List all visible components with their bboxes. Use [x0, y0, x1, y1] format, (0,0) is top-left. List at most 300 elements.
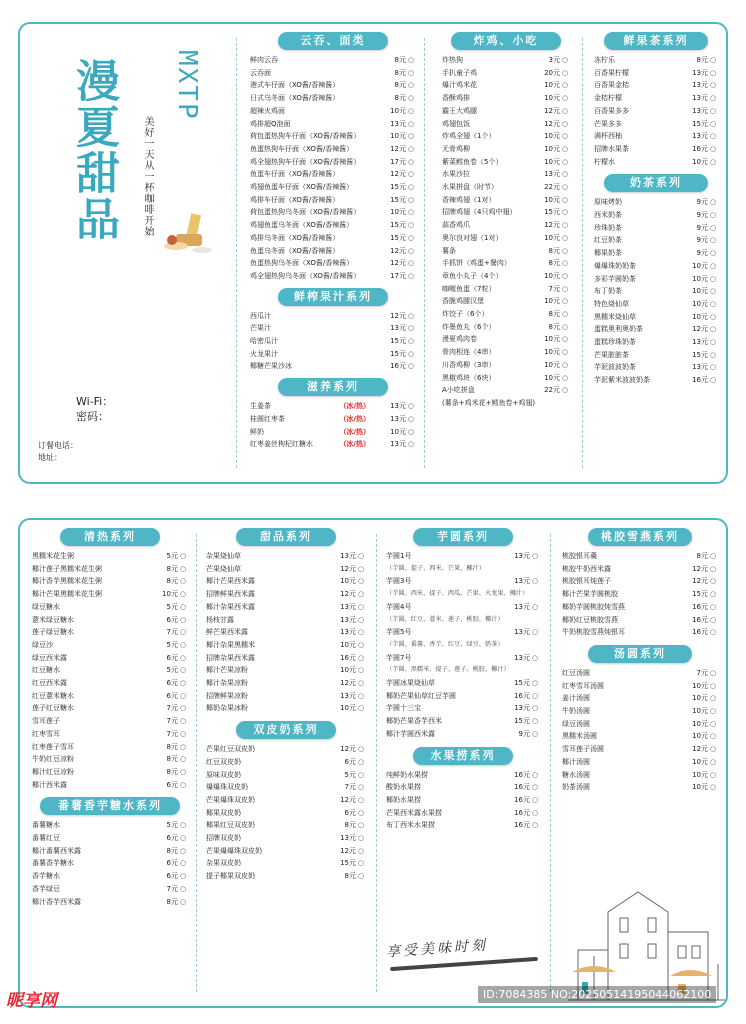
item-price: 10元	[544, 373, 560, 382]
menu-item	[562, 575, 718, 588]
item-price: 12元	[340, 679, 356, 688]
menu-item	[206, 756, 366, 769]
item-name: 百香果金桔	[594, 81, 629, 90]
item-name: 原味双皮奶	[206, 770, 241, 779]
item-price: 13元	[514, 628, 530, 637]
order-info	[38, 440, 78, 464]
menu-item	[250, 257, 416, 270]
item-name: 牛奶红豆凉粉	[32, 755, 74, 764]
item-price: 12元	[340, 564, 356, 573]
menu-item	[206, 639, 366, 652]
order-checkbox: ○	[531, 628, 539, 637]
item-name: 荷包蛋热狗车仔面（XO酱/香辣酱）	[250, 132, 361, 141]
menu-item	[594, 118, 718, 131]
item-name: 酸奶水果捞	[386, 783, 421, 792]
order-checkbox: ○	[179, 691, 187, 700]
item-price: 8元	[548, 310, 560, 319]
section-title: 炸鸡、小吃	[451, 32, 561, 50]
menu-item	[250, 79, 416, 92]
menu-item	[442, 118, 570, 131]
item-price: 8元	[166, 564, 178, 573]
item-price: 6元	[166, 859, 178, 868]
item-price: 15元	[544, 208, 560, 217]
order-checkbox: ○	[531, 653, 539, 662]
item-price: 7元	[548, 284, 560, 293]
item-name: 椰汁莲子黑糯米花生粥	[32, 564, 102, 573]
order-checkbox: ○	[179, 704, 187, 713]
order-checkbox: ○	[531, 821, 539, 830]
order-checkbox: ○	[709, 552, 717, 560]
section-title: 芋圆系列	[413, 528, 513, 546]
item-name: 椰奶水果捞	[386, 795, 421, 804]
order-checkbox: ○	[179, 780, 187, 789]
menu-item	[562, 667, 718, 680]
item-name: 芒果多多	[594, 119, 622, 128]
menu-item	[386, 652, 540, 665]
item-name: 冻柠乐	[594, 56, 615, 64]
item-description: （芋圆、红豆、薏米、莲子、桃胶、椰汁）	[386, 615, 504, 623]
item-name: 西瓜汁	[250, 311, 271, 320]
item-price: 10元	[544, 94, 560, 103]
item-price: 10元	[692, 274, 708, 283]
order-checkbox: ○	[709, 157, 717, 166]
item-price: 13元	[692, 81, 708, 90]
item-list	[206, 550, 366, 715]
order-checkbox: ○	[179, 564, 187, 573]
item-list	[442, 54, 570, 397]
item-price: 13元	[514, 653, 530, 662]
order-checkbox: ○	[407, 119, 415, 128]
item-name: 鸡翅包饭	[442, 119, 470, 128]
item-list	[250, 54, 416, 283]
item-name: 椰奶芒果香芋西米	[386, 717, 442, 726]
order-checkbox: ○	[709, 350, 717, 359]
item-list	[562, 550, 718, 639]
order-checkbox: ○	[709, 132, 717, 141]
menu-item	[250, 168, 416, 181]
item-price: 15元	[390, 349, 406, 358]
order-checkbox: ○	[407, 56, 415, 64]
menu-item	[442, 295, 570, 308]
order-checkbox: ○	[709, 363, 717, 372]
item-price: 7元	[166, 717, 178, 726]
item-price: 13元	[340, 602, 356, 611]
order-checkbox: ○	[709, 312, 717, 321]
item-name: 芋圆1号	[386, 552, 412, 560]
item-name: 黑糯米汤圆	[562, 732, 597, 741]
menu-item	[32, 652, 188, 665]
menu-item	[250, 400, 416, 413]
order-checkbox: ○	[709, 783, 717, 792]
item-name: 荷包蛋热狗乌冬面（XO酱/香辣酱）	[250, 208, 361, 217]
order-checkbox: ○	[407, 106, 415, 115]
item-price: 12元	[340, 795, 356, 804]
item-price: 10元	[692, 770, 708, 779]
menu-item	[594, 336, 718, 349]
order-checkbox: ○	[357, 653, 365, 662]
menu-item	[442, 67, 570, 80]
order-checkbox: ○	[561, 373, 569, 382]
section-title: 汤圆系列	[588, 645, 692, 663]
item-price: 13元	[692, 132, 708, 141]
section-title: 奶茶系列	[604, 174, 708, 192]
item-name: 香芋绿豆	[32, 884, 60, 893]
menu-item	[206, 563, 366, 576]
menu-item	[250, 413, 416, 426]
order-checkbox: ○	[357, 859, 365, 868]
item-name: 桃胶银耳炖莲子	[562, 577, 611, 586]
item-name: 芒果汁	[250, 324, 271, 333]
order-checkbox: ○	[709, 577, 717, 586]
item-name: 绿豆汤圆	[562, 719, 590, 728]
item-name: 芋圆7号	[386, 653, 412, 662]
order-checkbox: ○	[561, 195, 569, 204]
item-list	[562, 667, 718, 794]
item-price: 8元	[394, 81, 406, 90]
item-temp-note: （冰/热）	[339, 440, 370, 449]
item-price: 13元	[514, 704, 530, 713]
section-title: 双皮奶系列	[236, 721, 336, 739]
menu-item	[386, 781, 540, 794]
item-price: 6元	[166, 872, 178, 881]
item-price: 15元	[692, 350, 708, 359]
menu-column	[386, 520, 540, 1006]
order-checkbox: ○	[407, 81, 415, 90]
order-checkbox: ○	[709, 745, 717, 754]
item-name: 日式乌冬面（XO酱/香辣酱）	[250, 94, 340, 103]
item-price: 6元	[166, 691, 178, 700]
order-checkbox: ○	[709, 681, 717, 690]
menu-item	[562, 588, 718, 601]
item-price: 16元	[692, 376, 708, 385]
item-price: 10元	[692, 299, 708, 308]
item-name: 红豆双皮奶	[206, 757, 241, 766]
item-name: 鱼蛋乌冬面（XO酱/香辣酱）	[250, 246, 340, 255]
order-checkbox: ○	[407, 362, 415, 371]
order-checkbox: ○	[407, 337, 415, 346]
menu-item	[206, 781, 366, 794]
item-price: 12元	[692, 577, 708, 586]
order-checkbox: ○	[179, 577, 187, 586]
item-price: 13元	[390, 414, 406, 423]
menu-item	[250, 232, 416, 245]
menu-item	[32, 845, 188, 858]
wifi-info	[76, 394, 113, 424]
item-name: 布丁奶茶	[594, 287, 622, 296]
menu-item	[386, 807, 540, 820]
item-price: 12元	[544, 106, 560, 115]
item-name: 鲜奶	[250, 427, 264, 436]
item-price: 5元	[166, 821, 178, 830]
item-name: 雪耳莲子汤圆	[562, 745, 604, 754]
item-price: 13元	[340, 552, 356, 560]
item-description: （芋圆、番薯、香芋、红豆、绿豆、奶茶）	[386, 640, 504, 648]
item-name: 百香果多多	[594, 106, 629, 115]
item-name: 纯鲜奶水果捞	[386, 770, 428, 779]
item-name: 芒果红豆双皮奶	[206, 745, 255, 754]
menu-item	[442, 194, 570, 207]
order-checkbox: ○	[531, 577, 539, 586]
order-checkbox: ○	[709, 94, 717, 103]
item-price: 8元	[166, 755, 178, 764]
menu-item	[250, 426, 416, 439]
menu-item	[32, 741, 188, 754]
menu-item	[250, 54, 416, 67]
item-name: 云吞面	[250, 68, 271, 77]
item-list	[594, 196, 718, 387]
item-price: 10元	[340, 577, 356, 586]
brand-name: 漫夏甜品	[68, 58, 119, 242]
item-name: 爆爆珠奶奶茶	[594, 261, 636, 270]
order-checkbox: ○	[709, 144, 717, 153]
item-name: 爆爆珠双皮奶	[206, 783, 248, 792]
item-name: 红枣雪耳	[32, 729, 60, 738]
menu-item	[562, 705, 718, 718]
item-price: 13元	[692, 338, 708, 347]
order-checkbox: ○	[561, 322, 569, 331]
menu-item	[250, 92, 416, 105]
menu-item	[250, 156, 416, 169]
order-checkbox: ○	[531, 770, 539, 779]
item-name: 芒果脏脏茶	[594, 350, 629, 359]
item-name: 鲜芒果西米露	[206, 628, 248, 637]
item-name: 鱼蛋热狗乌冬面（XO酱/香辣酱）	[250, 259, 354, 268]
order-checkbox: ○	[179, 884, 187, 893]
item-name: 蛋糕奥利奥奶茶	[594, 325, 643, 334]
item-price: 10元	[544, 144, 560, 153]
item-price: 16元	[514, 783, 530, 792]
menu-item	[594, 285, 718, 298]
item-price: 10元	[340, 704, 356, 713]
menu-item	[206, 652, 366, 665]
column-divider	[236, 38, 237, 468]
menu-item	[442, 219, 570, 232]
item-price: 8元	[166, 767, 178, 776]
item-price: 17元	[390, 157, 406, 166]
item-price: 10元	[544, 348, 560, 357]
item-price: 13元	[340, 615, 356, 624]
order-checkbox: ○	[709, 299, 717, 308]
menu-item	[32, 563, 188, 576]
column-divider	[376, 534, 377, 992]
menu-item	[442, 206, 570, 219]
order-checkbox: ○	[709, 602, 717, 611]
item-name: 章鱼小丸子（4个）	[442, 271, 503, 280]
menu-item	[206, 614, 366, 627]
order-checkbox: ○	[531, 808, 539, 817]
order-checkbox: ○	[561, 119, 569, 128]
order-checkbox: ○	[179, 602, 187, 611]
item-price: 10元	[692, 719, 708, 728]
item-name: 椰汁芒果黑糯米花生粥	[32, 590, 102, 599]
item-name: 红豆汤圆	[562, 668, 590, 677]
item-price: 16元	[692, 144, 708, 153]
item-name: 柠檬水	[594, 157, 615, 166]
item-name: 椰果双皮奶	[206, 808, 241, 817]
column-divider	[550, 534, 551, 992]
order-checkbox: ○	[179, 821, 187, 830]
item-name: 椰汁香芋西米露	[32, 897, 81, 906]
order-checkbox: ○	[407, 157, 415, 166]
menu-item	[594, 349, 718, 362]
item-temp-note: （冰/热）	[339, 402, 370, 411]
menu-item	[594, 323, 718, 336]
order-checkbox: ○	[357, 691, 365, 700]
item-name: 招牌鲜果凉粉	[206, 691, 248, 700]
item-name: 椰汁芋圆西米露	[386, 729, 435, 738]
item-name: 咖喱鱼蛋（7粒）	[442, 284, 496, 293]
item-price: 22元	[544, 183, 560, 192]
item-name: 薏米绿豆糖水	[32, 615, 74, 624]
item-price: 6元	[166, 679, 178, 688]
order-checkbox: ○	[407, 271, 415, 280]
order-checkbox: ○	[709, 770, 717, 779]
item-name: 芋圆3号	[386, 577, 412, 586]
menu-item	[250, 206, 416, 219]
order-checkbox: ○	[357, 821, 365, 830]
item-list	[250, 310, 416, 374]
item-price: 8元	[548, 259, 560, 268]
order-checkbox: ○	[561, 246, 569, 255]
item-price: 8元	[394, 56, 406, 64]
item-price: 10元	[692, 157, 708, 166]
item-price: 8元	[166, 846, 178, 855]
menu-item	[594, 196, 718, 209]
menu-item	[32, 626, 188, 639]
item-name: 手扒童子鸡	[442, 68, 477, 77]
item-name: 霸王大鸡腿	[442, 106, 477, 115]
item-price: 10元	[390, 106, 406, 115]
column-divider	[424, 38, 425, 468]
menu-item	[594, 79, 718, 92]
item-price: 16元	[340, 653, 356, 662]
menu-item	[594, 273, 718, 286]
order-checkbox: ○	[179, 897, 187, 906]
order-checkbox: ○	[407, 233, 415, 242]
menu-item	[206, 575, 366, 588]
menu-item	[386, 702, 540, 715]
menu-item	[442, 308, 570, 321]
menu-item	[386, 550, 540, 563]
menu-item	[32, 766, 188, 779]
menu-item	[206, 626, 366, 639]
item-name: 漫夏鸡肉卷	[442, 335, 477, 344]
menu-item	[442, 346, 570, 359]
item-name: 绿豆西米露	[32, 653, 67, 662]
item-name: 鸡全翅热狗乌冬面（XO酱/香辣酱）	[250, 271, 361, 280]
order-checkbox: ○	[357, 679, 365, 688]
item-name: 鲜肉云吞	[250, 56, 278, 64]
item-price: 16元	[514, 808, 530, 817]
order-checkbox: ○	[709, 261, 717, 270]
item-price: 8元	[166, 897, 178, 906]
menu-item	[250, 219, 416, 232]
item-name: 红枣雪耳汤圆	[562, 681, 604, 690]
menu-item	[32, 588, 188, 601]
menu-item	[386, 769, 540, 782]
item-price: 7元	[166, 729, 178, 738]
menu-item	[32, 753, 188, 766]
order-checkbox: ○	[709, 628, 717, 637]
item-price: 13元	[514, 577, 530, 586]
menu-item	[386, 575, 540, 588]
menu-item	[594, 67, 718, 80]
menu-item	[32, 728, 188, 741]
item-name: 西米奶茶	[594, 211, 622, 220]
order-checkbox: ○	[709, 590, 717, 599]
item-name: 布丁西米水果捞	[386, 821, 435, 830]
order-checkbox: ○	[179, 872, 187, 881]
menu-item	[206, 870, 366, 883]
menu-item	[594, 311, 718, 324]
item-name: 爆汁鸡米花	[442, 81, 477, 90]
item-name: 雪耳莲子	[32, 717, 60, 726]
item-price: 13元	[692, 363, 708, 372]
menu-item	[442, 181, 570, 194]
menu-item	[442, 130, 570, 143]
order-checkbox: ○	[179, 552, 187, 560]
item-name: 招牌鲜果西米露	[206, 590, 255, 599]
order-checkbox: ○	[561, 81, 569, 90]
menu-page-2	[18, 518, 728, 1008]
order-checkbox: ○	[407, 349, 415, 358]
item-price: 12元	[390, 144, 406, 153]
item-name: 特色烧仙草	[594, 299, 629, 308]
order-checkbox: ○	[709, 56, 717, 64]
item-price: 13元	[544, 170, 560, 179]
order-checkbox: ○	[709, 719, 717, 728]
column-divider	[196, 534, 197, 992]
order-checkbox: ○	[561, 68, 569, 77]
item-price: 8元	[344, 821, 356, 830]
item-price: 16元	[692, 602, 708, 611]
menu-item	[32, 896, 188, 909]
order-checkbox: ○	[179, 717, 187, 726]
item-price: 15元	[390, 337, 406, 346]
item-price: 10元	[390, 427, 406, 436]
order-checkbox: ○	[357, 602, 365, 611]
item-name: 红枣莲子雪耳	[32, 742, 74, 751]
item-name: 芋圆4号	[386, 602, 412, 611]
section-title: 云吞、面类	[278, 32, 388, 50]
order-checkbox: ○	[407, 324, 415, 333]
menu-item	[442, 92, 570, 105]
item-name: 椰汁番薯西米露	[32, 846, 81, 855]
menu-column	[32, 520, 188, 1006]
menu-item	[206, 832, 366, 845]
order-checkbox: ○	[179, 628, 187, 637]
menu-item	[442, 232, 570, 245]
section-title: 鲜榨果汁系列	[278, 288, 388, 306]
item-price: 6元	[344, 757, 356, 766]
item-price: 10元	[692, 757, 708, 766]
item-name: 红豆奶茶	[594, 236, 622, 245]
item-list	[32, 819, 188, 908]
menu-item	[442, 283, 570, 296]
item-price: 10元	[544, 297, 560, 306]
order-checkbox: ○	[407, 221, 415, 230]
item-price: 15元	[514, 679, 530, 688]
item-name: 杂果烧仙草	[206, 552, 241, 560]
item-price: 16元	[692, 615, 708, 624]
item-name: 椰汁西米露	[32, 780, 67, 789]
item-name: 满杯西柚	[594, 132, 622, 141]
menu-item	[206, 550, 366, 563]
order-checkbox: ○	[407, 246, 415, 255]
item-price: 6元	[166, 834, 178, 843]
menu-item	[32, 702, 188, 715]
item-price: 15元	[692, 590, 708, 599]
